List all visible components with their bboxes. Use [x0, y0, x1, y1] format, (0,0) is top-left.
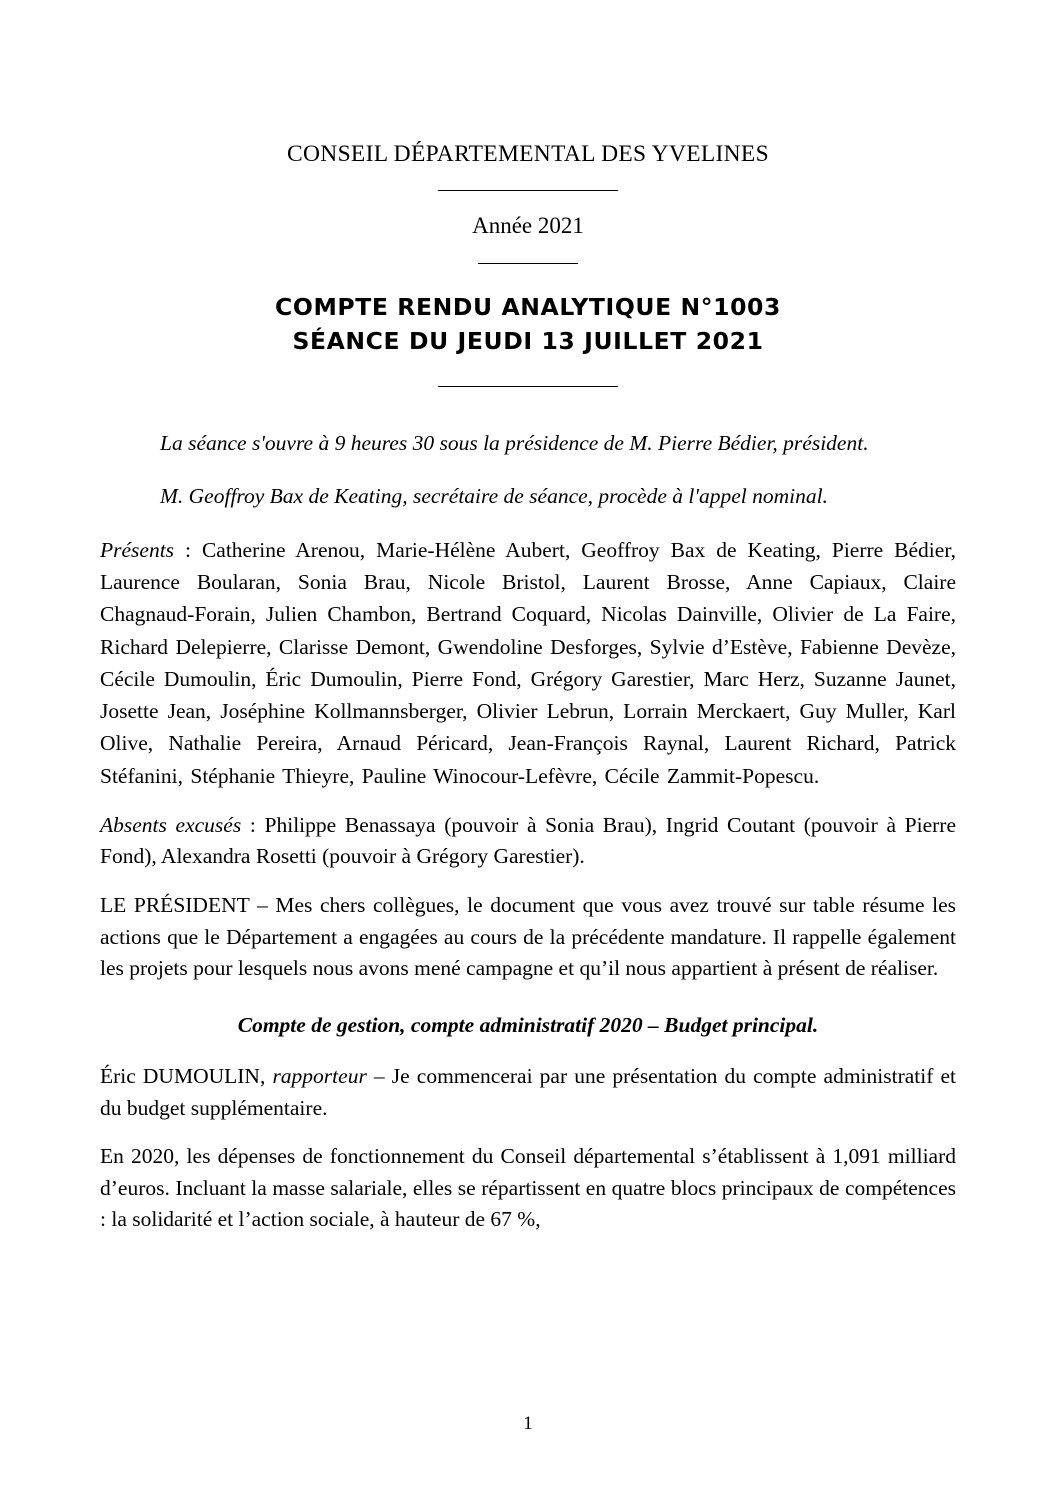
agenda-section-heading: Compte de gestion, compte administratif 2020 – Budget principal.: [237, 1012, 819, 1037]
president-statement: LE PRÉSIDENT – Mes chers collègues, le document que vous avez trouvé sur table résume les actions que le Département a engagées au cours de la précédente mandature. Il rappelle également les projets pour lesquels nous avons mené campagne et qu’il nous appartient à présent de réaliser.: [100, 893, 956, 981]
present-separator: :: [174, 537, 202, 562]
page-number: 1: [523, 1413, 533, 1434]
institution-title: CONSEIL DÉPARTEMENTAL DES YVELINES: [287, 141, 769, 167]
header-divider-2: [478, 263, 578, 264]
rapporteur-role: rapporteur: [272, 1064, 367, 1089]
rapporteur-text: – Je commencerai par une présentation du compte administratif et du budget supplémentaire.: [100, 1064, 956, 1120]
attendees-paragraph: [100, 534, 956, 792]
document-title-line-2: SÉANCE DU JEUDI 13 JUILLET 2021: [292, 327, 764, 356]
budget-paragraph: En 2020, les dépenses de fonctionnement du Conseil départemental s’établissent à 1,091 milliard d’euros. Incluant la masse salariale, elles se répartissent en quatre blocs principaux de compétences : la solidarité et l’action sociale, à hauteur de 67 %,: [100, 1144, 956, 1232]
document-title: [100, 290, 956, 358]
year-label: Année 2021: [472, 213, 584, 239]
absent-list: Philippe Benassaya (pouvoir à Sonia Brau), Ingrid Coutant (pouvoir à Pierre Fond), Alexandra Rosetti (pouvoir à Grégory Garestier).: [100, 812, 956, 869]
rapporteur-name: Éric DUMOULIN,: [100, 1064, 273, 1089]
roll-call-paragraph: M. Geoffroy Bax de Keating, secrétaire de séance, procède à l'appel nominal.: [160, 483, 828, 508]
absent-label: Absents excusés: [100, 812, 242, 837]
document-header: [100, 140, 956, 387]
present-label: Présents: [100, 537, 175, 562]
header-divider-3: [438, 386, 618, 387]
document-title-line-1: COMPTE RENDU ANALYTIQUE N°1003: [275, 293, 781, 322]
absent-separator: :: [241, 812, 265, 837]
rapporteur-statement: [100, 1061, 956, 1124]
absentees-paragraph: [100, 810, 956, 873]
document-body: [100, 427, 956, 1236]
present-list: Catherine Arenou, Marie-Hélène Aubert, Geoffroy Bax de Keating, Pierre Bédier, Laurence Boularan, Sonia Brau, Nicole Bristol, Laurent Brosse, Anne Capiaux, Claire Chagnaud-Forain, Julien Chambon, Bertrand Coquard, Nicolas Dainville, Olivier de La Faire, Richard Delepierre, Clarisse Demont, Gwendoline Desforges, Sylvie d’Estève, Fabienne Devèze, Cécile Dumoulin, Éric Dumoulin, Pierre Fond, Grégory Garestier, Marc Herz, Suzanne Jaunet, Josette Jean, Joséphine Kollmannsberger, Olivier Lebrun, Lorrain Merckaert, Guy Muller, Karl Olive, Nathalie Pereira, Arnaud Péricard, Jean-François Raynal, Laurent Richard, Patrick Stéfanini, Stéphanie Thieyre, Pauline Winocour-Lefèvre, Cécile Zammit-Popescu.: [100, 537, 956, 788]
header-divider-1: [438, 190, 618, 191]
session-opening-paragraph: La séance s'ouvre à 9 heures 30 sous la présidence de M. Pierre Bédier, président.: [160, 431, 869, 456]
